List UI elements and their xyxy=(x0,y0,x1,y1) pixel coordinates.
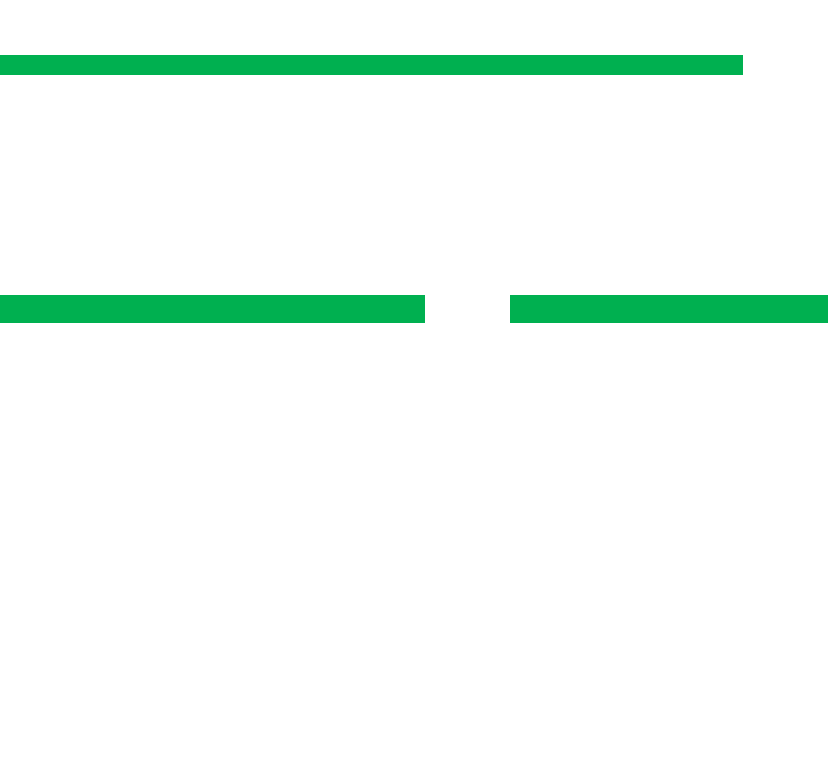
liion-header xyxy=(0,55,743,75)
nimh-header xyxy=(510,295,828,323)
nicd-header xyxy=(0,295,425,323)
